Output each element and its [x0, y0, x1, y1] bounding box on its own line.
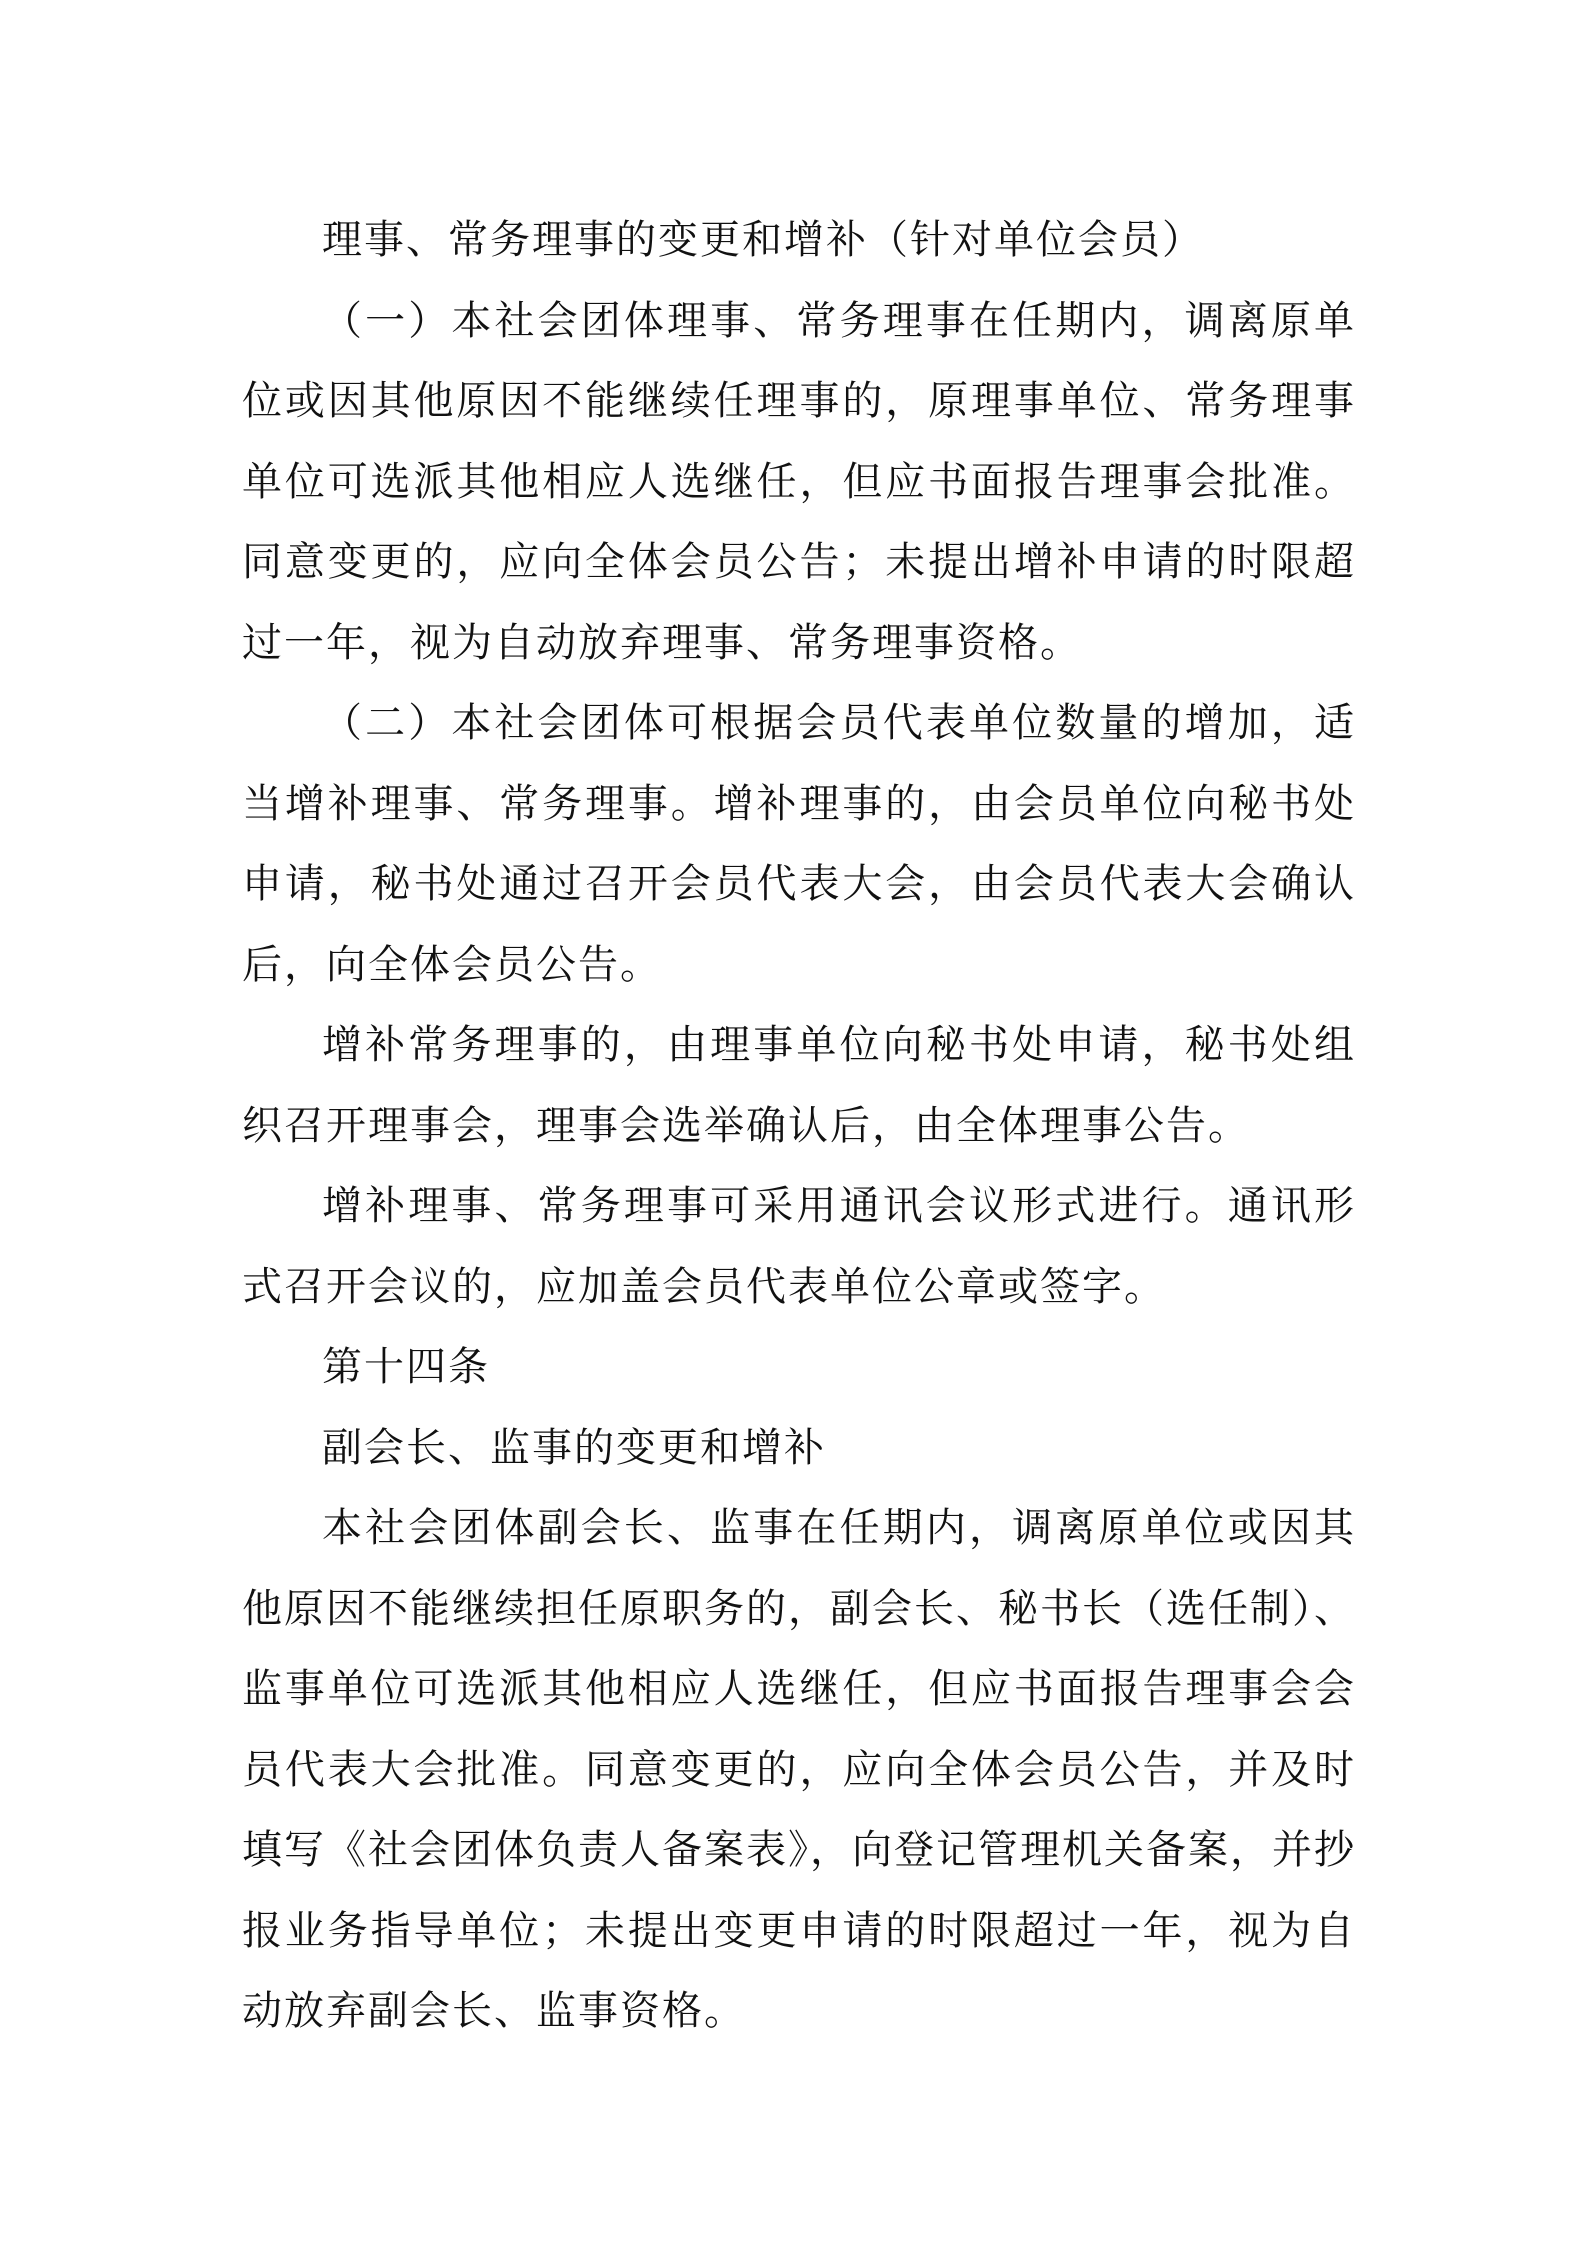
communication-meeting-paragraph: 增补理事、常务理事可采用通讯会议形式进行。通讯形式召开会议的，应加盖会员代表单位公章或签字。: [242, 1183, 1356, 1310]
clause-one-paragraph: （一）本社会团体理事、常务理事在任期内，调离原单位或因其他原因不能继续任理事的，原理事单位、常务理事单位可选派其他相应人选继任，但应书面报告理事会批准。同意变更的，应向全体会员公告；未提出增补申请的时限超过一年，视为自动放弃理事、常务理事资格。: [242, 297, 1356, 666]
clause-two-paragraph: （二）本社会团体可根据会员代表单位数量的增加，适当增补理事、常务理事。增补理事的，由会员单位向秘书处申请，秘书处通过召开会员代表大会，由会员代表大会确认后，向全体会员公告。: [242, 700, 1356, 988]
section-heading: 理事、常务理事的变更和增补（针对单位会员）: [322, 217, 1204, 263]
standing-director-paragraph: 增补常务理事的，由理事单位向秘书处申请，秘书处组织召开理事会，理事会选举确认后，由全体理事公告。: [242, 1022, 1356, 1149]
document-body: [242, 200, 1356, 2052]
article-number: 第十四条: [322, 1344, 490, 1390]
article-title: 副会长、监事的变更和增补: [322, 1424, 826, 1471]
vice-president-paragraph: 本社会团体副会长、监事在任期内，调离原单位或因其他原因不能继续担任原职务的，副会长、秘书长（选任制）、监事单位可选派其他相应人选继任，但应书面报告理事会会员代表大会批准。同意变更的，应向全体会员公告，并及时填写《社会团体负责人备案表》，向登记管理机关备案，并抄报业务指导单位；未提出变更申请的时限超过一年，视为自动放弃副会长、监事资格。: [242, 1505, 1356, 2034]
